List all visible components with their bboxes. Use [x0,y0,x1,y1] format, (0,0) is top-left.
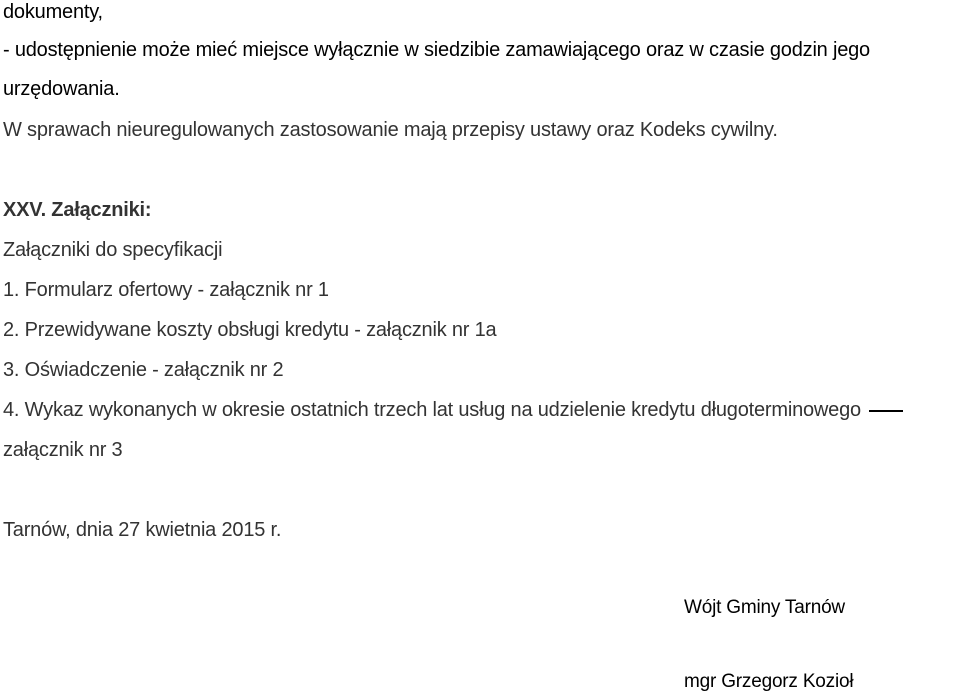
place-and-date: Tarnów, dnia 27 kwietnia 2015 r. [3,519,282,541]
signature-title: Wójt Gminy Tarnów [684,597,845,618]
dash-separator [869,410,903,412]
attachment-item-1: 1. Formularz ofertowy - załącznik nr 1 [3,279,329,301]
attachment-item-4 [3,398,903,422]
attachment-item-3: 3. Oświadczenie - załącznik nr 2 [3,359,284,381]
signature-name: mgr Grzegorz Kozioł [684,671,854,692]
attachment-item-4-continuation: załącznik nr 3 [3,439,123,461]
text-line-legal-provisions: W sprawach nieuregulowanych zastosowanie mają przepisy ustawy oraz Kodeks cywilny. [3,119,778,141]
attachment-item-4-text: 4. Wykaz wykonanych w okresie ostatnich trzech lat usług na udzielenie kredytu długoterminowego [3,399,861,421]
text-line-availability: - udostępnienie może mieć miejsce wyłącznie w siedzibie zamawiającego oraz w czasie godzin jego [3,39,870,61]
section-heading-attachments: XXV. Załączniki: [3,199,152,221]
text-line-dokumenty: dokumenty, [3,1,103,23]
attachment-item-2: 2. Przewidywane koszty obsługi kredytu - załącznik nr 1a [3,319,497,341]
attachments-intro: Załączniki do specyfikacji [3,239,223,261]
text-line-office-hours: urzędowania. [3,78,120,100]
